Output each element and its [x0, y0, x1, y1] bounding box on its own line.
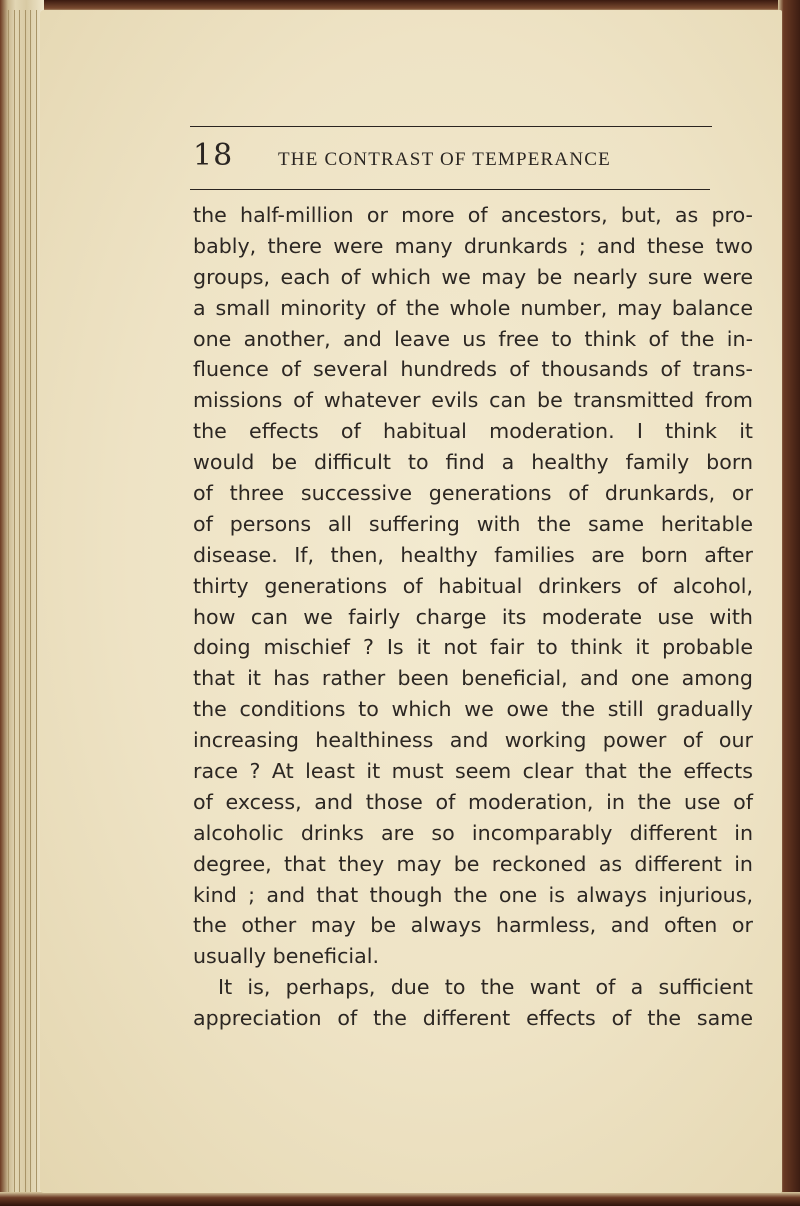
text-line: missions of whatever evils can be transmitted from — [193, 388, 753, 413]
page-number: 18 — [193, 138, 234, 173]
running-head: THE CONTRAST OF TEMPERANCE — [278, 149, 611, 170]
text-line: of persons all suffering with the same heritable — [193, 511, 753, 536]
text-line: of three successive generations of drunkards, or — [193, 481, 753, 506]
text-line: It is, perhaps, due to the want of a sufficient — [218, 975, 753, 1000]
book-cover-bottom-edge — [0, 1192, 800, 1206]
text-line: bably, there were many drunkards ; and these two — [193, 233, 753, 258]
text-line: degree, that they may be reckoned as different in — [193, 851, 753, 876]
text-line: one another, and leave us free to think of the in- — [193, 326, 753, 351]
text-line: groups, each of which we may be nearly sure were — [193, 264, 753, 289]
text-line: a small minority of the whole number, may balance — [193, 295, 753, 320]
text-line: appreciation of the different effects of the same — [193, 1006, 753, 1031]
text-line: the effects of habitual moderation. I think it — [193, 419, 753, 444]
text-line: how can we fairly charge its moderate use with — [193, 604, 753, 629]
text-line: thirty generations of habitual drinkers of alcohol, — [193, 573, 753, 598]
text-line: disease. If, then, healthy families are born after — [193, 542, 753, 567]
text-line: that it has rather been beneficial, and one among — [193, 666, 753, 691]
text-line: the conditions to which we owe the still gradually — [193, 697, 753, 722]
text-line: the other may be always harmless, and often or — [193, 913, 753, 938]
text-line: doing mischief ? Is it not fair to think it probable — [193, 635, 753, 660]
text-line: race ? At least it must seem clear that the effects — [193, 759, 753, 784]
text-line: kind ; and that though the one is always injurious, — [193, 882, 753, 907]
page-stack-left-edge — [0, 0, 44, 1206]
header-rule-bottom — [190, 189, 710, 190]
text-line: increasing healthiness and working power of our — [193, 728, 753, 753]
header-rule-top — [190, 126, 712, 127]
text-line: would be difficult to find a healthy family born — [193, 450, 753, 475]
text-line: usually beneficial. — [193, 944, 379, 969]
text-line: alcoholic drinks are so incomparably different in — [193, 820, 753, 845]
text-line: of excess, and those of moderation, in the use of — [193, 789, 753, 814]
body-text — [193, 200, 753, 1034]
text-line: fluence of several hundreds of thousands of trans- — [193, 357, 753, 382]
text-line: the half-million or more of ancestors, but, as pro- — [193, 203, 753, 227]
